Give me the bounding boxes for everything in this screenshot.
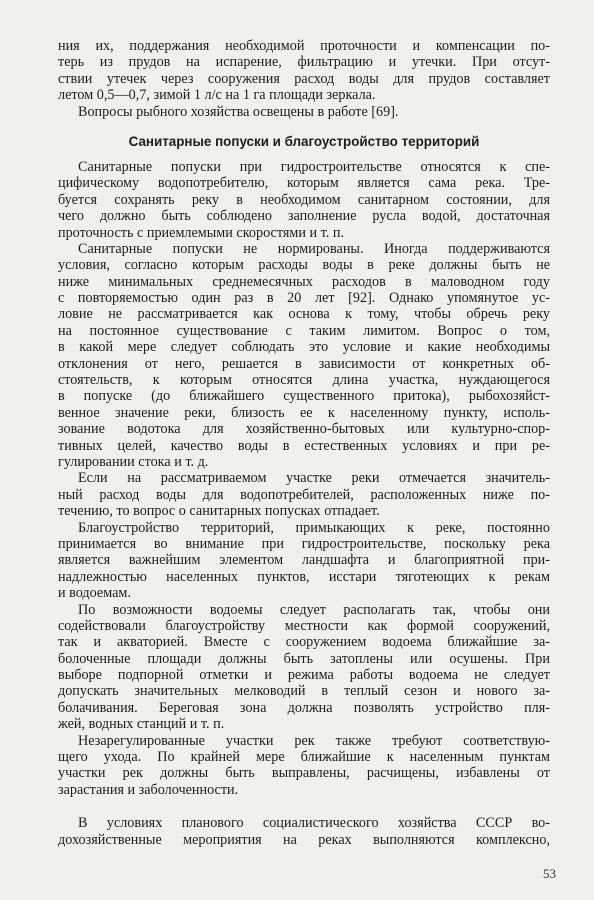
text-line: Если на рассматриваемом участке реки отмечается значитель- (78, 470, 550, 487)
closing-paragraph (58, 815, 550, 848)
text-line: в попуске (до ближайшего существенного притока), рыбохозяйст- (58, 388, 550, 405)
text-line: ловие не рассматривается как основа к тому, чтобы обречь реку (58, 306, 550, 323)
text-line: болоченные площади должны быть затоплены или осушены. При (58, 650, 550, 667)
text-line: чего должно быть соблюдено заполнение русла водой, достаточная (58, 208, 550, 225)
text-line: цифическому водопотребителю, которым является сама река. Тре- (58, 175, 550, 192)
text-line: зование водотока для хозяйственно-бытовых или культурно-спор- (58, 421, 550, 438)
text-line: ниже минимальных среднемесячных расходов в маловодном году (58, 273, 550, 290)
text-line: отклонения от него, решается в зависимости от конкретных об- (58, 355, 550, 372)
text-line: проточность с приемлемыми скоростями и т. п. (58, 224, 344, 241)
paragraph-gap (58, 798, 550, 815)
text-line: Санитарные попуски при гидростроительстве относятся к спе- (78, 158, 550, 175)
text-line: выборе подпорной отметки и режима работы водоема не следует (58, 667, 550, 684)
text-line: летом 0,5—0,7, зимой 1 л/с на 1 га площади зеркала. (58, 87, 376, 104)
text-line: Санитарные попуски не нормированы. Иногда поддерживаются (78, 240, 550, 257)
text-line: венное значение реки, близость ее к населенному пункту, исполь- (58, 404, 550, 421)
text-line: По возможности водоемы следует располагать так, чтобы они (78, 601, 550, 618)
text-line: течению, то вопрос о санитарных попусках отпадает. (58, 503, 380, 520)
text-line: В условиях планового социалистического хозяйства СССР во- (78, 815, 550, 832)
text-line: зарастания и заболоченности. (58, 781, 239, 798)
text-line: с повторяемостью один раз в 20 лет [92]. Однако упомянутое ус- (58, 290, 550, 307)
text-line: допускать значительных мелководий в теплый сезон и нового за- (58, 683, 550, 700)
text-line: условия, согласно которым расходы воды в реке должны быть не (58, 257, 550, 274)
text-line: болачивания. Береговая зона должна позволять устройство пля- (58, 699, 550, 716)
text-line: так и акваторией. Вместе с сооружением водоема ближайшие за- (58, 634, 550, 651)
intro-paragraphs (58, 38, 550, 120)
text-line: буется сохранять реку в необходимом санитарном состоянии, для (58, 191, 550, 208)
text-line: участки рек должны быть выправлены, расчищены, избавлены от (58, 765, 550, 782)
text-line: ный расход воды для водопотребителей, расположенных ниже по- (58, 486, 550, 503)
text-line: Вопросы рыбного хозяйства освещены в работе [69]. (78, 103, 399, 120)
text-line: щего ухода. По крайней мере ближайшие к населенным пунктам (58, 749, 550, 766)
text-line: тивных целей, качество воды в естественных условиях и при ре- (58, 437, 550, 454)
text-line: Благоустройство территорий, примыкающих к реке, постоянно (78, 519, 550, 536)
text-line: стоятельств, к которым относятся длина участка, нуждающегося (58, 372, 550, 389)
page-number: 53 (543, 866, 556, 881)
text-line: принимается во внимание при гидростроительстве, поскольку река (58, 535, 550, 552)
text-line: в какой мере следует соблюдать это условие и какие необходимы (58, 339, 550, 356)
text-line: является важнейшим элементом ландшафта и благоприятной при- (58, 552, 550, 569)
text-line: гулировании стока и т. д. (58, 453, 209, 470)
text-line: Незарегулированные участки рек также требуют соответствую- (78, 732, 550, 749)
text-line: терь из прудов на испарение, фильтрацию и утечки. При отсут- (58, 54, 550, 71)
text-line: надлежностью населенных пунктов, исстари тяготеющих к рекам (58, 568, 550, 585)
section-body (58, 159, 550, 798)
text-line: и водоемам. (58, 585, 131, 602)
text-line: жей, водных станций и т. п. (58, 716, 225, 733)
section-heading: Санитарные попуски и благоустройство территорий (128, 133, 480, 149)
text-line: содействовали благоустройству местности как формой сооружений, (58, 617, 550, 634)
text-line: на постоянное существование с таким лимитом. Вопрос о том, (58, 322, 550, 339)
text-line: дохозяйственные мероприятия на реках выполняются комплексно, (58, 831, 550, 848)
text-line: ния их, поддержания необходимой проточности и компенсации по- (58, 38, 550, 54)
text-line: ствии утечек через сооружения расход воды для прудов составляет (58, 70, 550, 87)
